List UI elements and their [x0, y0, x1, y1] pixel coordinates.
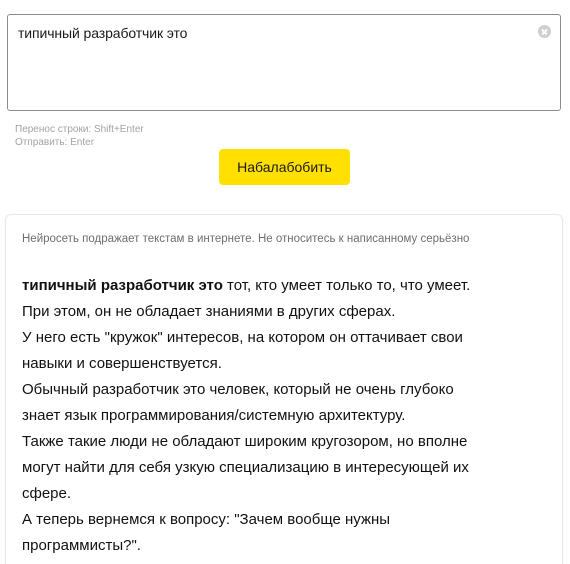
hint-send: Отправить: Enter [15, 137, 95, 148]
result-line: сфере. [22, 485, 72, 502]
result-line: программисты?". [22, 537, 141, 554]
result-line: Обычный разработчик это человек, который не очень глубоко [22, 381, 454, 398]
result-line: Также такие люди не обладают широким кругозором, но вполне [22, 433, 468, 450]
result-line: могут найти для себя узкую специализацию в интересующей их [22, 459, 469, 476]
result-query: типичный разработчик это [22, 277, 223, 294]
result-line [22, 273, 552, 299]
result-line: навыки и совершенствуется. [22, 355, 222, 372]
result-line: А теперь вернемся к вопросу: "Зачем вообще нужны [22, 511, 391, 528]
result-line: У него есть "кружок" интересов, на котором он оттачивает свои [22, 329, 463, 346]
prompt-textarea[interactable] [7, 14, 561, 111]
result-text [22, 273, 552, 559]
disclaimer: Нейросеть подражает текстам в интернете. Не относитесь к написанному серьёзно [22, 233, 470, 245]
keyboard-hints [15, 123, 144, 149]
generate-button[interactable]: Набалабобить [219, 149, 350, 185]
prompt-text[interactable]: типичный разработчик это [18, 25, 188, 41]
hint-newline: Перенос строки: Shift+Enter [15, 124, 144, 135]
result-line: знает язык программирования/системную архитектуру. [22, 407, 406, 424]
result-first-line-rest: тот, кто умеет только то, что умеет. [222, 277, 471, 294]
result-line: При этом, он не обладает знаниями в других сферах. [22, 303, 396, 320]
clear-icon[interactable] [538, 25, 551, 38]
result-card [5, 214, 563, 564]
